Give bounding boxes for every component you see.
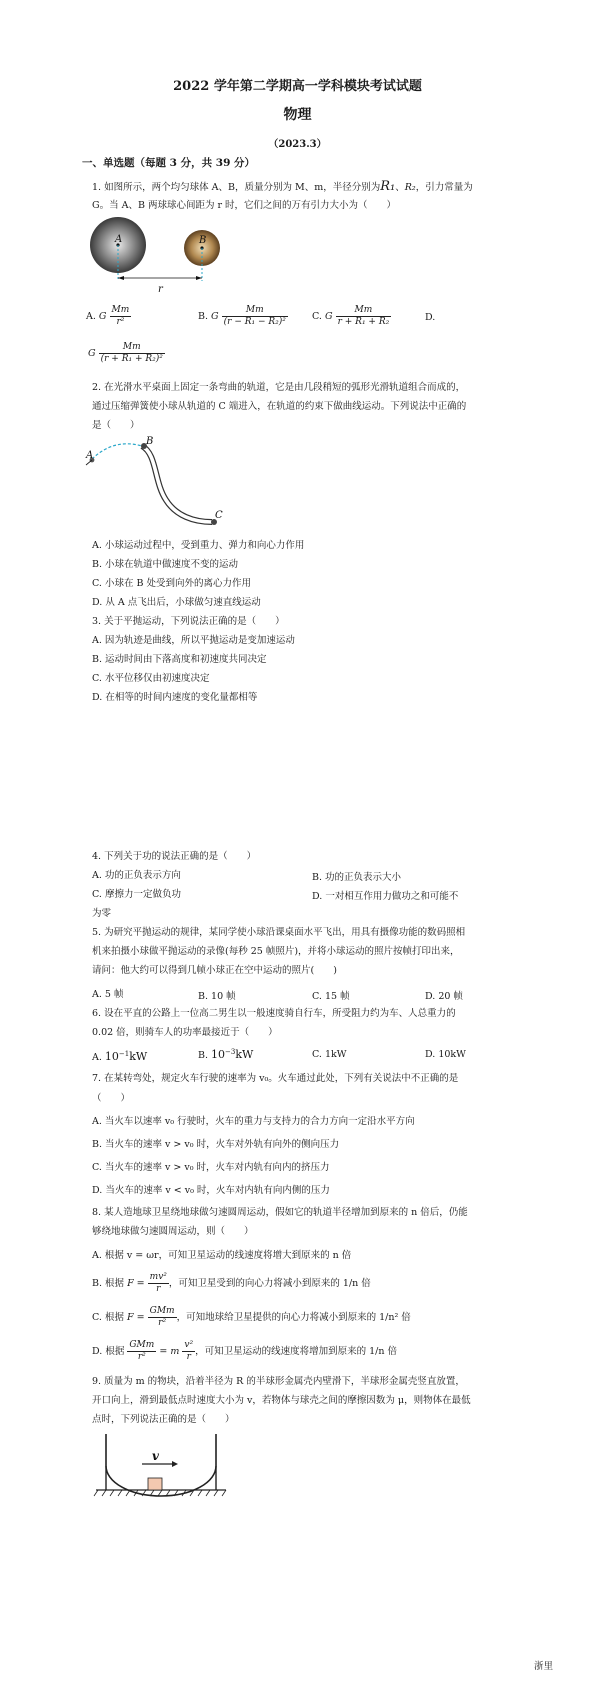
- q6-option-a[interactable]: A. $10^{-1}kW$: [92, 1050, 148, 1064]
- q2-option-d[interactable]: D. 从 A 点飞出后，小球做匀速直线运动: [92, 597, 261, 608]
- q9-figure-hemisphere: [92, 1428, 242, 1510]
- q5-stem-line1: 5. 为研究平抛运动的规律，某同学使小球沿课桌面水平飞出，用具有摄像功能的数码照相: [92, 927, 466, 938]
- label-a: A: [86, 450, 94, 461]
- q8-stem-line1: 8. 某人造地球卫星绕地球做匀速圆周运动，假如它的轨道半径增加到原来的 n 倍后，仍能: [92, 1207, 468, 1218]
- q7-option-b[interactable]: B. 当火车的速率 v > v₀ 时，火车对外轨有向外的侧向压力: [92, 1139, 340, 1150]
- subject-title: 物理: [283, 107, 312, 123]
- label-b: B: [146, 436, 154, 447]
- q4-option-d-cont: 为零: [92, 908, 112, 919]
- q8-option-b[interactable]: B. 根据 F = $\frac{\text{mv²}}{r}$ ，可知卫星受到的向心力将减小到原来的 1/n 倍: [92, 1272, 371, 1294]
- q1-stem-line1: 1. 如图所示，两个均匀球体 A、B，质量分别为 M、m，半径分别为R₁、R₂，引力常量为: [92, 179, 473, 194]
- footer-logo-text: 浙里: [533, 1661, 553, 1672]
- q1-option-d-letter[interactable]: D.: [425, 312, 436, 323]
- q7-stem-line2: （ ）: [92, 1093, 131, 1104]
- q2-option-c[interactable]: C. 小球在 B 处受到向外的离心力作用: [92, 578, 251, 589]
- label-b: B: [199, 235, 207, 246]
- q3-option-c[interactable]: C. 水平位移仅由初速度决定: [92, 673, 210, 684]
- q7-option-d[interactable]: D. 当火车的速率 v < v₀ 时，火车对内轨有向内侧的压力: [92, 1185, 330, 1196]
- block: [148, 1478, 162, 1490]
- q3-option-d[interactable]: D. 在相等的时间内速度的变化量都相等: [92, 692, 258, 703]
- q9-stem-line3: 点时，下列说法正确的是（ ）: [92, 1414, 235, 1425]
- label-r: r: [158, 284, 163, 295]
- label-c: C: [215, 510, 223, 521]
- q5-stem-line2: 机来拍摄小球做平抛运动的录像(每秒 25 帧照片)，并将小球运动的照片按帧打印出来，: [92, 946, 460, 957]
- q1-option-b[interactable]: B. G $\frac{Mm}{\text{(r − R₁ − R₂)²}}$: [198, 305, 286, 327]
- q5-option-c[interactable]: C. 15 帧: [312, 991, 350, 1002]
- q3-stem: 3. 关于平抛运动，下列说法正确的是（ ）: [92, 616, 285, 627]
- q2-stem-line3: 是（ ）: [92, 420, 140, 431]
- q9-stem-line2: 开口向上，滑到最低点时速度大小为 v，若物体与球壳之间的摩擦因数为 μ，则物体在最低: [92, 1395, 471, 1406]
- q3-option-a[interactable]: A. 因为轨迹是曲线，所以平抛运动是变加速运动: [92, 635, 295, 646]
- q6-stem-line2: 0.02 倍，则骑车人的功率最接近于（ ）: [92, 1027, 278, 1038]
- exam-date: （2023.3）: [268, 139, 327, 150]
- q6-option-d[interactable]: D. 10kW: [425, 1049, 466, 1060]
- q6-stem-line1: 6. 设在平直的公路上一位高二男生以一般速度骑自行车，所受阻力约为车、人总重力的: [92, 1008, 456, 1019]
- q6-option-c[interactable]: C. 1kW: [312, 1049, 347, 1060]
- label-v: v: [152, 1449, 159, 1463]
- q4-option-d[interactable]: D. 一对相互作用力做功之和可能不: [312, 891, 459, 902]
- q6-option-b[interactable]: B. $10^{-3}kW$: [198, 1048, 254, 1062]
- q5-option-d[interactable]: D. 20 帧: [425, 991, 463, 1002]
- section-heading: 一、单选题（每题 3 分，共 39 分）: [82, 157, 256, 169]
- q4-option-c[interactable]: C. 摩擦力一定做负功: [92, 889, 181, 900]
- q8-option-a[interactable]: A. 根据 v = ωr，可知卫星运动的线速度将增大到原来的 n 倍: [92, 1250, 352, 1261]
- q1-stem-line2: G。当 A、B 两球球心间距为 r 时，它们之间的万有引力大小为（ ）: [92, 200, 397, 211]
- q2-figure-track: [82, 432, 232, 532]
- q1-option-c[interactable]: C. G $\frac{Mm}{\text{r + R₁ + R₂}}$: [312, 305, 390, 327]
- q1-figure-spheres: [82, 215, 242, 297]
- label-a: A: [115, 234, 123, 245]
- q1-option-d[interactable]: G $\frac{Mm}{\text{(r + R₁ + R₂)²}}$: [88, 342, 163, 364]
- q7-option-c[interactable]: C. 当火车的速率 v > v₀ 时，火车对内轨有向内的挤压力: [92, 1162, 330, 1173]
- q8-option-c[interactable]: C. 根据 F = $\frac{\text{GMm}}{\text{r²}}$ ，可知地球给卫星提供的向心力将减小到原来的 1/n² 倍: [92, 1306, 411, 1328]
- q2-option-b[interactable]: B. 小球在轨道中做速度不变的运动: [92, 559, 239, 570]
- q8-stem-line2: 够绕地球做匀速圆周运动，则（ ）: [92, 1226, 254, 1237]
- q5-option-b[interactable]: B. 10 帧: [198, 991, 236, 1002]
- q7-stem-line1: 7. 在某转弯处，规定火车行驶的速率为 v₀。火车通过此处，下列有关说法中不正确的是: [92, 1073, 459, 1084]
- q5-option-a[interactable]: A. 5 帧: [92, 989, 124, 1000]
- q8-option-d[interactable]: D. 根据 $\frac{\text{GMm}}{\text{r²}}$ = m $\frac{\text{v²}}{r}$ ，可知卫星运动的线速度将增加到原来的 1/n 倍: [92, 1340, 397, 1362]
- q2-stem-line2: 通过压缩弹簧使小球从轨道的 C 端进入，在轨道的约束下做曲线运动。下列说法中正确的: [92, 401, 467, 412]
- q4-option-b[interactable]: B. 功的正负表示大小: [312, 872, 402, 883]
- q3-option-b[interactable]: B. 运动时间由下落高度和初速度共同决定: [92, 654, 267, 665]
- q2-option-a[interactable]: A. 小球运动过程中，受到重力、弹力和向心力作用: [92, 540, 305, 551]
- q4-option-a[interactable]: A. 功的正负表示方向: [92, 870, 181, 881]
- exam-title: 2022 学年第二学期高一学科模块考试试题: [173, 79, 422, 94]
- q1-option-a[interactable]: A. G $\frac{Mm}{\text{r²}}$: [86, 305, 130, 327]
- q4-stem: 4. 下列关于功的说法正确的是（ ）: [92, 851, 257, 862]
- q7-option-a[interactable]: A. 当火车以速率 v₀ 行驶时，火车的重力与支持力的合力方向一定沿水平方向: [92, 1116, 415, 1127]
- q2-stem-line1: 2. 在光滑水平桌面上固定一条弯曲的轨道，它是由几段稍短的弧形光滑轨道组合而成的，: [92, 382, 466, 393]
- q9-stem-line1: 9. 质量为 m 的物块，沿着半径为 R 的半球形金属壳内壁滑下，半球形金属壳竖直放置，: [92, 1376, 465, 1387]
- q5-stem-line3: 请问：他大约可以得到几帧小球正在空中运动的照片( ): [92, 965, 337, 976]
